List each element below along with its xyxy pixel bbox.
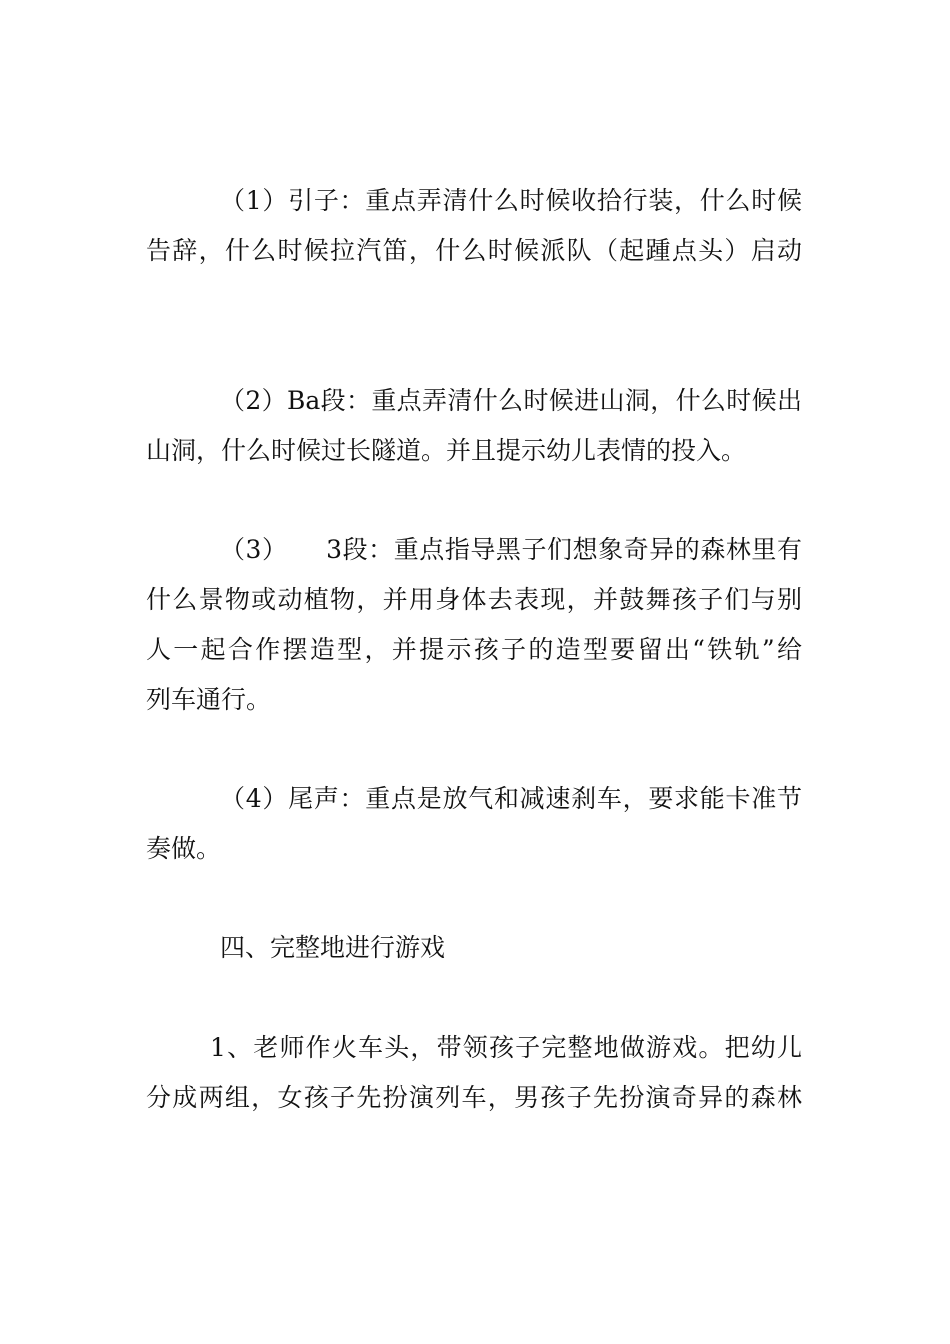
paragraph-3-line-4: 列车通行。	[146, 685, 272, 714]
paragraph-2-line-2: 山洞，什么时候过长隧道。并且提示幼儿表情的投入。	[146, 436, 747, 465]
paragraph-3-line-3: 人一起合作摆造型，并提示孩子的造型要留出“铁轨”给	[146, 635, 802, 664]
section-heading: 四、完整地进行游戏	[220, 933, 446, 962]
paragraph-4-line-1: （4）尾声：重点是放气和减速刹车，要求能卡准节	[220, 784, 802, 813]
paragraph-4-line-2: 奏做。	[146, 834, 222, 863]
paragraph-1-line-1: （1）引子：重点弄清什么时候收拾行装，什么时候	[220, 186, 802, 215]
paragraph-1-line-2: 告辞，什么时候拉汽笛，什么时候派队（起踵点头）启动	[146, 236, 802, 265]
paragraph-3-line-1: （3） 3段：重点指导黑子们想象奇异的森林里有	[220, 535, 802, 564]
paragraph-6-line-2: 分成两组，女孩子先扮演列车，男孩子先扮演奇异的森林	[146, 1083, 802, 1112]
paragraph-3-line-2: 什么景物或动植物，并用身体去表现，并鼓舞孩子们与别	[146, 585, 802, 614]
paragraph-2-line-1: （2）Ba段：重点弄清什么时候进山洞，什么时候出	[220, 386, 802, 415]
paragraph-6-line-1: 1、老师作火车头，带领孩子完整地做游戏。把幼儿	[210, 1033, 802, 1062]
